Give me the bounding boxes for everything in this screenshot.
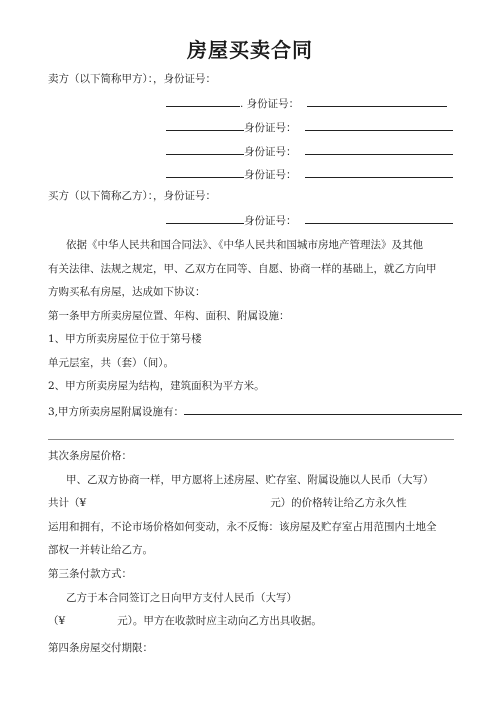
article-1-item-2: 2、甲方所卖房屋为结构，建筑面积为平方米。 [48, 380, 265, 392]
seller-id-row-1 [166, 95, 447, 111]
buyer-id-row [166, 212, 453, 228]
id-label: 身份证号： [244, 122, 297, 134]
document-title: 房屋买卖合同 [187, 38, 313, 62]
id-number-blank[interactable] [305, 119, 453, 131]
seller-id-row-2 [166, 119, 453, 135]
article-2-para-3: 运用和拥有，不论市场价格如何变动，永不反悔：该房屋及贮存室占用范围内土地全 [48, 521, 437, 533]
id-number-blank[interactable] [305, 143, 453, 155]
facilities-label: 3,甲方所卖房屋附属设施有： [48, 406, 185, 418]
article-2-para-2 [48, 496, 407, 510]
name-blank[interactable] [166, 119, 244, 131]
name-blank[interactable] [166, 143, 244, 155]
seller-id-row-4 [166, 166, 453, 182]
id-number-blank[interactable] [307, 95, 447, 107]
name-blank[interactable] [166, 95, 240, 107]
seller-id-row-3 [166, 143, 453, 159]
article-4-title: 第四条房屋交付期限： [48, 642, 153, 654]
article-3-title: 第三条付款方式： [48, 568, 132, 580]
seller-line [48, 72, 216, 86]
section-divider [48, 439, 454, 440]
payment-suffix: 元）。甲方在收款时应主动向乙方出具收据。 [117, 615, 322, 627]
price-prefix: 共计（¥ [48, 497, 87, 509]
price-suffix: 元）的价格转让给乙方永久性 [270, 497, 407, 509]
id-label: 身份证号： [244, 215, 297, 227]
article-2-title: 其次条房屋价格： [48, 450, 132, 462]
article-1-title: 第一条甲方所卖房屋位置、年构、面积、附属设施： [48, 310, 290, 322]
id-number-blank[interactable] [305, 212, 453, 224]
id-label: 身份证号： [244, 146, 297, 158]
article-1-item-1a: 1、甲方所卖房屋位于位于第号楼 [48, 333, 202, 345]
name-blank[interactable] [166, 166, 244, 178]
article-2-para-1: 甲、乙双方协商一样，甲方愿将上述房屋、贮存室、附属设施以人民币（大写） [66, 474, 434, 486]
intro-line-1: 依据《中华人民共和国合同法》、《中华人民共和国城市房地产管理法》及其他 [66, 239, 423, 251]
id-label: . 身份证号： [240, 98, 300, 110]
seller-label: 卖方（以下简称甲方）：，身份证号： [48, 73, 216, 85]
buyer-label: 买方（以下简称乙方）：，身份证号： [48, 190, 216, 202]
intro-line-2: 有关法律、法规之规定，甲、乙双方在同等、自愿、协商一样的基础上，就乙方向甲 [48, 263, 437, 275]
article-1-item-3 [48, 403, 462, 419]
id-label: 身份证号： [244, 169, 297, 181]
article-2-para-4: 部权一并转让给乙方。 [48, 544, 153, 556]
buyer-line [48, 189, 216, 203]
article-3-para-2 [48, 614, 322, 628]
id-number-blank[interactable] [305, 166, 453, 178]
article-3-para-1: 乙方于本合同签订之日向甲方支付人民币（大写） [66, 592, 297, 604]
payment-prefix: （¥ [48, 615, 66, 627]
name-blank[interactable] [166, 212, 244, 224]
intro-line-3: 方购买私有房屋，达成如下协议： [48, 286, 206, 298]
article-1-item-1b: 单元层室，共（套）（间）。 [48, 357, 174, 369]
facilities-blank[interactable] [184, 403, 462, 415]
